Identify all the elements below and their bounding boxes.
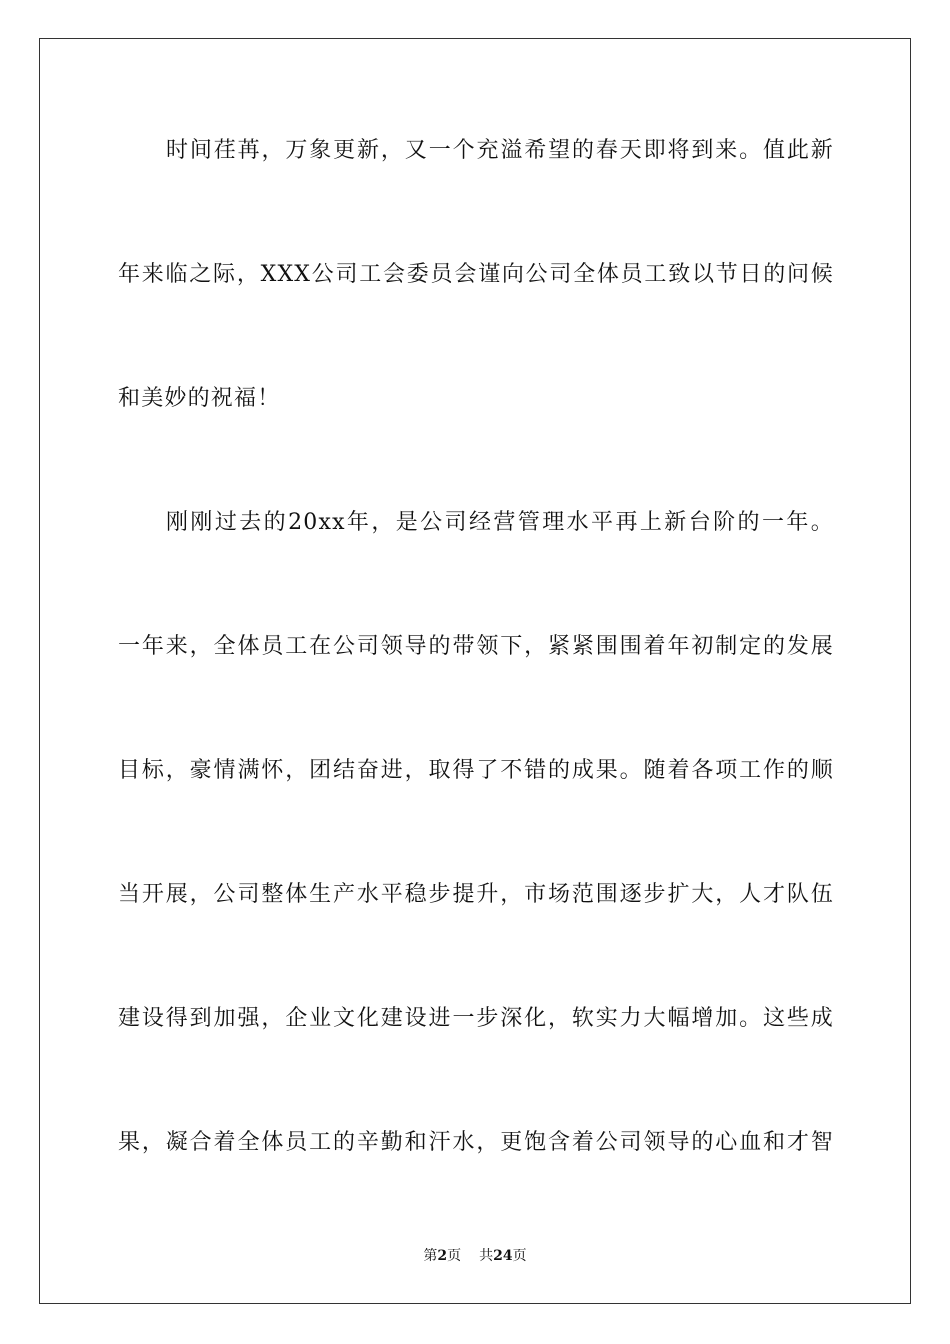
footer-total-suffix: 页 xyxy=(512,1248,527,1264)
page-border xyxy=(39,38,911,1304)
paragraph-2-line-4: 当开展，公司整体生产水平稳步提升，市场范围逐步扩大，人才队伍 xyxy=(118,882,834,907)
paragraph-2-line-1: 刚刚过去的20xx年，是公司经营管理水平再上新台阶的一年。 xyxy=(166,510,834,535)
paragraph-1-line-2: 年来临之际，XXX公司工会委员会谨向公司全体员工致以节日的问候 xyxy=(118,262,834,287)
paragraph-2-line-5: 建设得到加强，企业文化建设进一步深化，软实力大幅增加。这些成 xyxy=(118,1006,834,1031)
paragraph-1-line-3: 和美妙的祝福！ xyxy=(118,386,281,411)
page-footer xyxy=(0,1246,950,1266)
paragraph-2-line-2: 一年来，全体员工在公司领导的带领下，紧紧围围着年初制定的发展 xyxy=(118,634,834,659)
paragraph-2-line-6: 果，凝合着全体员工的辛勤和汗水，更饱含着公司领导的心血和才智 xyxy=(118,1130,834,1155)
footer-page-number: 2 xyxy=(437,1248,448,1264)
footer-total-pages: 24 xyxy=(493,1248,513,1264)
paragraph-2-line-3: 目标，豪情满怀，团结奋进，取得了不错的成果。随着各项工作的顺 xyxy=(118,758,834,783)
footer-page-suffix: 页 xyxy=(447,1248,462,1264)
paragraph-1-line-1: 时间荏苒，万象更新，又一个充溢希望的春天即将到来。值此新 xyxy=(166,138,834,163)
footer-total-prefix: 共 xyxy=(479,1248,494,1264)
footer-page-prefix: 第 xyxy=(423,1248,438,1264)
